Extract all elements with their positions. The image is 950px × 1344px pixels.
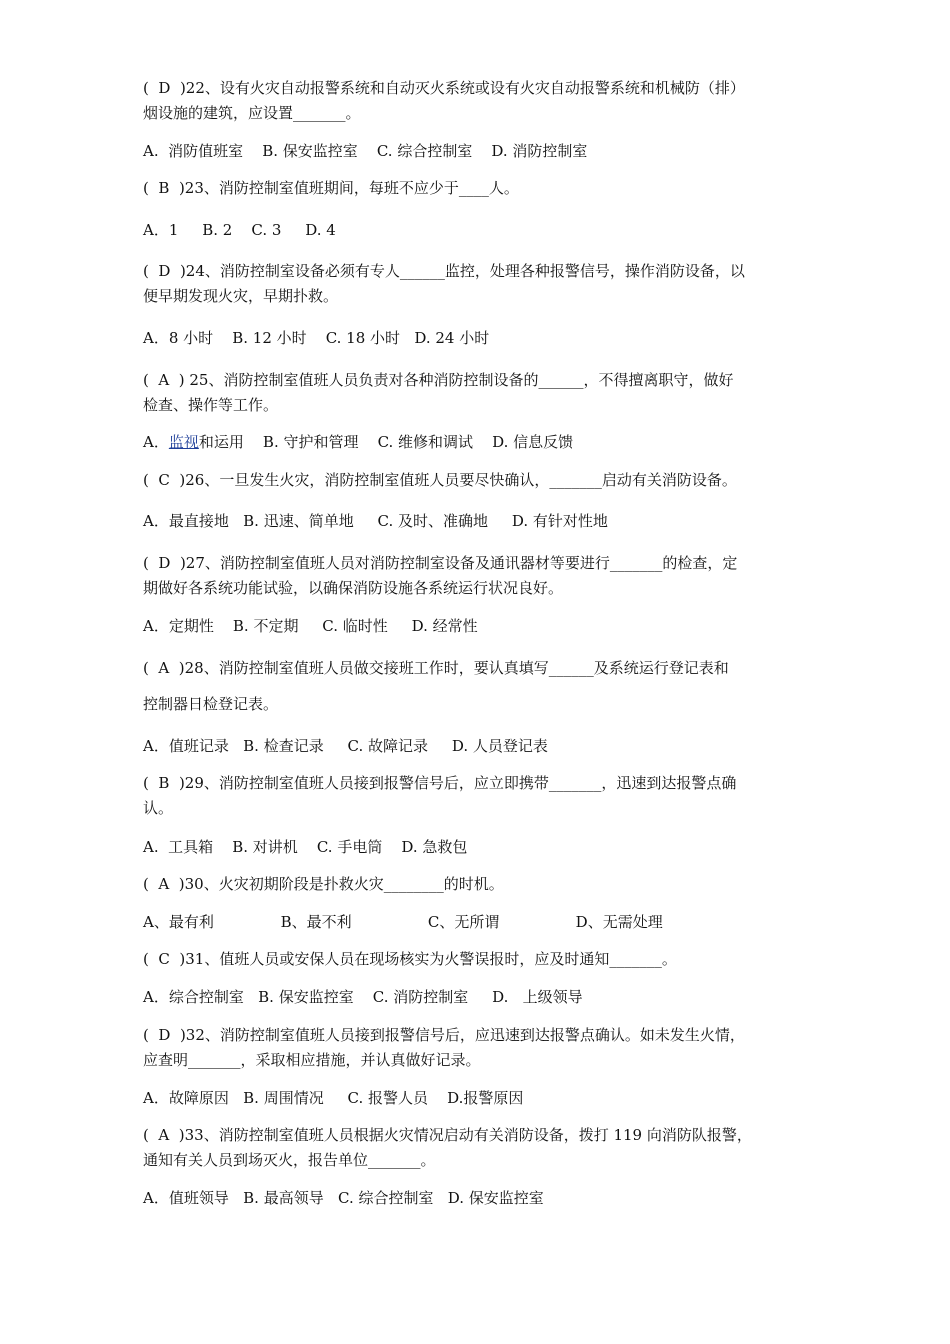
question-25-line-1: ( A ) 25、消防控制室值班人员负责对各种消防控制设备的______，不得擅离职守，做好: [143, 371, 734, 389]
question-28-options: A．值班记录 B. 检查记录 C. 故障记录 D. 人员登记表: [143, 737, 548, 755]
question-30-line-1: ( A )30、火灾初期阶段是扑救火灾________的时机。: [143, 875, 504, 893]
question-25-options: [143, 431, 573, 453]
question-22-line-2: 烟设施的建筑，应设置_______。: [143, 104, 361, 122]
question-24-line-1: ( D )24、消防控制室设备必须有专人______监控，处理各种报警信号，操作消防设备，以: [143, 262, 745, 280]
question-22-line-1: ( D )22、设有火灾自动报警系统和自动灭火系统或设有火灾自动报警系统和机械防（排）: [143, 79, 745, 97]
question-23-line-1: ( B )23、消防控制室值班期间，每班不应少于____人。: [143, 179, 519, 197]
question-23-options: A．1 B. 2 C. 3 D. 4: [143, 221, 336, 239]
question-27-options: A．定期性 B. 不定期 C. 临时性 D. 经常性: [143, 617, 478, 635]
question-33-line-2: 通知有关人员到场灭火，报告单位_______。: [143, 1151, 436, 1169]
question-33-line-1: ( A )33、消防控制室值班人员根据火灾情况启动有关消防设备，拨打 119 向消防队报警，: [143, 1126, 752, 1144]
question-33-options: A．值班领导 B. 最高领导 C. 综合控制室 D. 保安监控室: [143, 1189, 544, 1207]
option-prefix: A．: [143, 433, 169, 451]
monitor-link[interactable]: 监视: [168, 433, 199, 451]
question-32-options: A．故障原因 B. 周围情况 C. 报警人员 D.报警原因: [143, 1089, 524, 1107]
question-32-line-1: ( D )32、消防控制室值班人员接到报警信号后，应迅速到达报警点确认。如未发生火情，: [143, 1026, 745, 1044]
question-27-line-1: ( D )27、消防控制室值班人员对消防控制室设备及通讯器材等要进行_______的检查，定: [143, 554, 738, 572]
question-26-line-1: ( C )26、一旦发生火灾，消防控制室值班人员要尽快确认，_______启动有关消防设备。: [143, 471, 737, 489]
question-22-options: A. 消防值班室 B. 保安监控室 C. 综合控制室 D. 消防控制室: [143, 142, 588, 160]
question-29-options: A. 工具箱 B. 对讲机 C. 手电筒 D. 急救包: [143, 838, 468, 856]
question-32-line-2: 应查明_______，采取相应措施，并认真做好记录。: [143, 1051, 481, 1069]
question-31-line-1: ( C )31、值班人员或安保人员在现场核实为火警误报时，应及时通知_______。: [143, 950, 677, 968]
question-24-options: A．8 小时 B. 12 小时 C. 18 小时 D. 24 小时: [143, 329, 490, 347]
option-rest: 和运用 B. 守护和管理 C. 维修和调试 D. 信息反馈: [198, 433, 574, 451]
question-30-options: A、最有利 B、最不利 C、无所谓 D、无需处理: [143, 913, 663, 931]
question-27-line-2: 期做好各系统功能试验，以确保消防设施各系统运行状况良好。: [143, 579, 564, 597]
question-24-line-2: 便早期发现火灾，早期扑救。: [143, 287, 339, 305]
question-26-options: A．最直接地 B. 迅速、简单地 C. 及时、准确地 D. 有针对性地: [143, 512, 608, 530]
question-28-line-1: ( A )28、消防控制室值班人员做交接班工作时，要认真填写______及系统运行登记表和: [143, 659, 729, 677]
question-31-options: A．综合控制室 B. 保安监控室 C. 消防控制室 D. 上级领导: [143, 988, 583, 1006]
question-25-line-2: 检查、操作等工作。: [143, 396, 279, 414]
question-29-line-1: ( B )29、消防控制室值班人员接到报警信号后，应立即携带_______，迅速到达报警点确: [143, 774, 737, 792]
question-29-line-2: 认。: [143, 799, 174, 817]
question-28-line-2: 控制器日检登记表。: [143, 695, 279, 713]
